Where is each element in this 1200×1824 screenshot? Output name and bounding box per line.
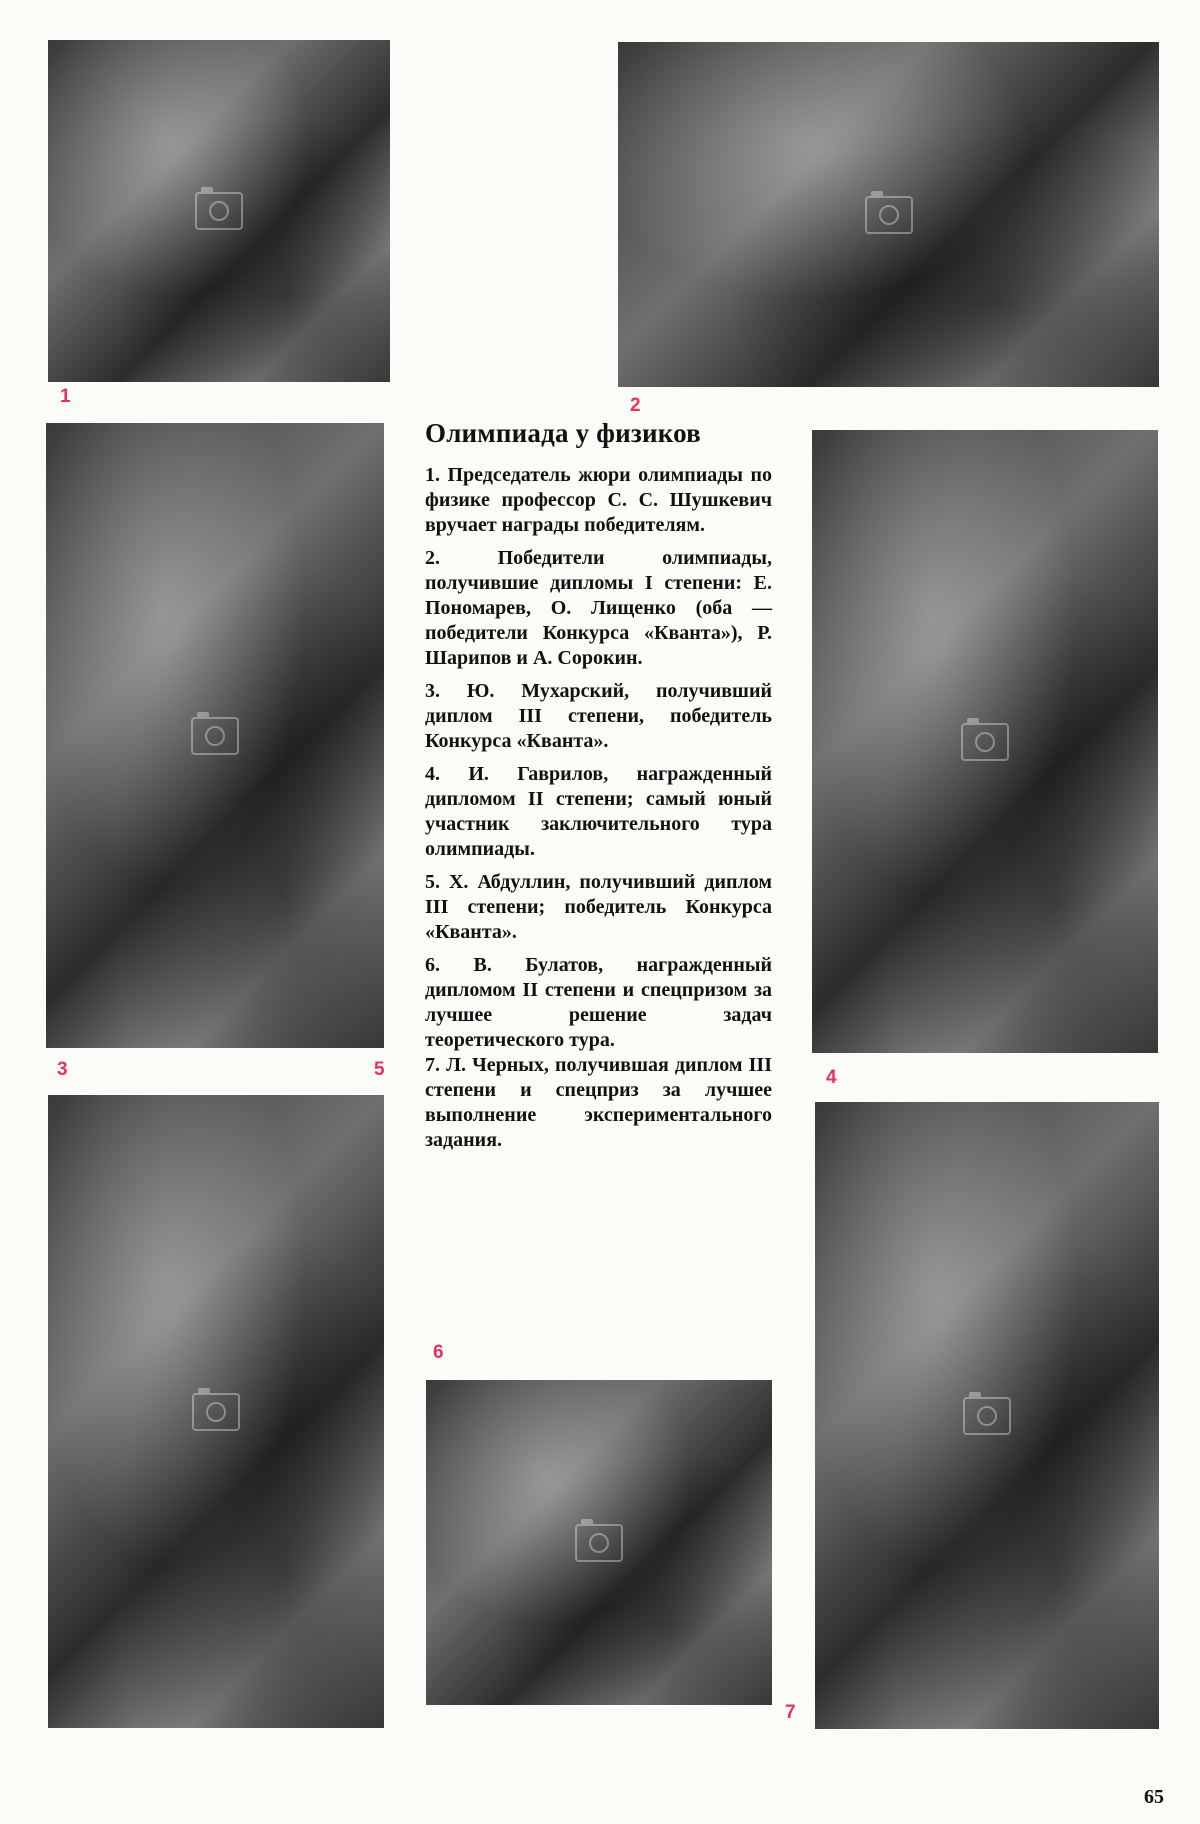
photo-number-4: 4	[826, 1067, 837, 1088]
caption-1: 1. Председатель жюри олимпиады по физике профессор С. С. Шушкевич вручает награды победителям.	[425, 464, 772, 536]
photo-3-boy-reading-kvant	[46, 423, 384, 1048]
photo-number-3: 3	[57, 1059, 68, 1080]
photo-icon	[195, 192, 243, 230]
photo-4-student-experiment	[812, 430, 1158, 1053]
caption-6: 6. В. Булатов, награжденный дипломом II степени и спецпризом за лучшее решение задач теоретического тура.	[425, 954, 772, 1051]
photo-1-jury-chairman-awarding	[48, 40, 390, 382]
photo-icon	[963, 1397, 1011, 1435]
caption-3: 3. Ю. Мухарский, получивший диплом III степени, победитель Конкурса «Кванта».	[425, 680, 772, 752]
page-number: 65	[1144, 1786, 1164, 1808]
photo-6-student-writing	[426, 1380, 772, 1705]
photo-icon	[575, 1524, 623, 1562]
photo-icon	[865, 196, 913, 234]
article-title: Олимпиада у физиков	[425, 418, 701, 448]
photo-number-5: 5	[374, 1059, 385, 1080]
photo-number-7: 7	[785, 1702, 796, 1723]
photo-5-student-glasses-working	[48, 1095, 384, 1728]
photo-icon	[192, 1393, 240, 1431]
photo-icon	[191, 717, 239, 755]
caption-2: 2. Победители олимпиады, получившие дипломы I степени: Е. Пономарев, О. Лищенко (оба — победители Конкурса «Кванта»), Р. Шарипов и А. Сорокин.	[425, 547, 772, 669]
photo-number-1: 1	[60, 386, 71, 407]
article-column	[425, 418, 772, 1161]
photo-icon	[961, 723, 1009, 761]
photo-number-6: 6	[433, 1342, 444, 1363]
caption-5: 5. Х. Абдуллин, получивший диплом III степени; победитель Конкурса «Кванта».	[425, 871, 772, 943]
caption-7: 7. Л. Черных, получившая диплом III степени и спецприз за лучшее выполнение экспериментального задания.	[425, 1054, 772, 1151]
caption-4: 4. И. Гаврилов, награжденный дипломом II степени; самый юный участник заключительного тура олимпиады.	[425, 763, 772, 860]
photo-7-student-experimental-task	[815, 1102, 1159, 1729]
photo-number-2: 2	[630, 395, 641, 416]
photo-2-first-degree-winners	[618, 42, 1159, 387]
